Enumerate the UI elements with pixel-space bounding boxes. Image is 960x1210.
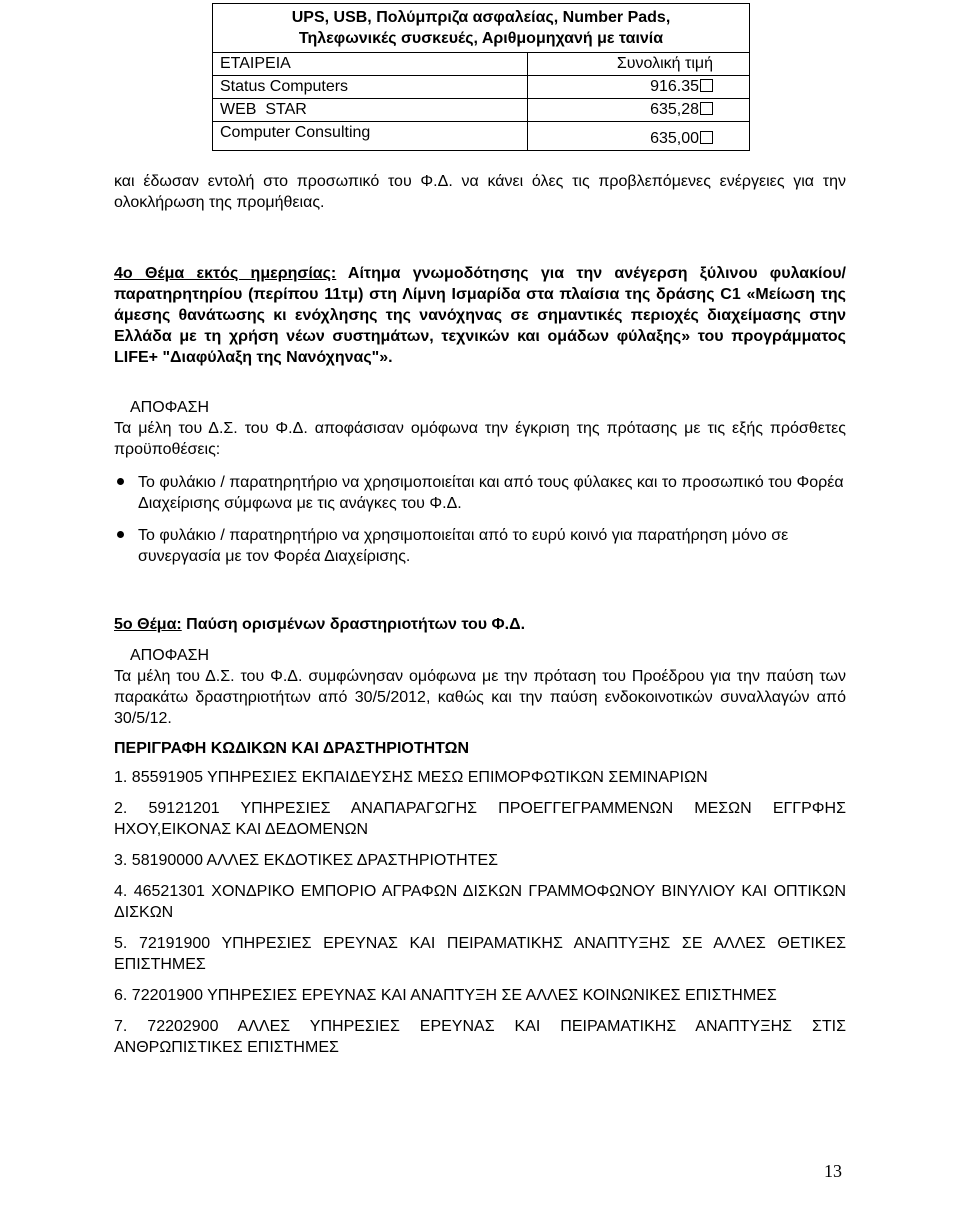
- amount-cell: [528, 99, 750, 122]
- topic-4-heading: [114, 263, 846, 368]
- table-title-line-2: Τηλεφωνικές συσκευές, Αριθμομηχανή με ταινία: [298, 30, 664, 47]
- topic-5-decision-text: Τα μέλη του Δ.Σ. του Φ.Δ. συμφώνησαν ομόφωνα με την πρόταση του Προέδρου για την παύση των παρακάτω δραστηριοτήτων από 30/5/2012, καθώς και την παύση ενδοκοινοτικών συναλλαγών από 30/5/12.: [114, 668, 846, 727]
- page-number: 13: [824, 1161, 842, 1181]
- topic-4-decision-title: ΑΠΟΦΑΣΗ: [130, 399, 210, 416]
- intro-paragraph: και έδωσαν εντολή στο προσωπικό του Φ.Δ. να κάνει όλες τις προβλεπόμενες ενέργειες για την ολοκλήρωση της προμήθειας.: [114, 173, 846, 211]
- list-item: 5. 72191900 ΥΠΗΡΕΣΙΕΣ ΕΡΕΥΝΑΣ ΚΑΙ ΠΕΙΡΑΜΑΤΙΚΗΣ ΑΝΑΠΤΥΞΗΣ ΣΕ ΑΛΛΕΣ ΘΕΤΙΚΕΣ ΕΠΙΣΤΗΜΕΣ: [114, 935, 846, 973]
- table-title-line-1: UPS, USB, Πολύμπριζα ασφαλείας, Number Pads,: [291, 9, 671, 26]
- topic-5-decision-title: ΑΠΟΦΑΣΗ: [130, 647, 210, 664]
- table-header-row: [213, 53, 750, 76]
- topic-5-heading: [114, 614, 846, 635]
- amount-value: 635,28: [650, 101, 699, 118]
- codes-list: [114, 767, 846, 1068]
- list-item: 3. 58190000 ΑΛΛΕΣ ΕΚΔΟΤΙΚΕΣ ΔΡΑΣΤΗΡΙΟΤΗΤΕΣ: [114, 852, 499, 869]
- table-row: [213, 122, 750, 151]
- company-cell: WEB STAR: [213, 99, 528, 122]
- bid-table: [212, 3, 750, 151]
- table-title-row: [213, 4, 750, 53]
- table-row: [213, 99, 750, 122]
- amount-cell: [528, 122, 750, 151]
- list-item: 7. 72202900 ΑΛΛΕΣ ΥΠΗΡΕΣΙΕΣ ΕΡΕΥΝΑΣ ΚΑΙ ΠΕΙΡΑΜΑΤΙΚΗΣ ΑΝΑΠΤΥΞΗΣ ΣΤΙΣ ΑΝΘΡΩΠΙΣΤΙΚΕΣ ΕΠΙΣΤΗΜΕΣ: [114, 1018, 846, 1056]
- topic-4-label: 4ο Θέμα εκτός ημερησίας:: [114, 265, 337, 282]
- amount-cell: [528, 76, 750, 99]
- codes-title: ΠΕΡΙΓΡΑΦΗ ΚΩΔΙΚΩΝ ΚΑΙ ΔΡΑΣΤΗΡΙΟΤΗΤΩΝ: [114, 740, 470, 757]
- amount-value: 635,00: [650, 130, 699, 147]
- missing-glyph-icon: [700, 102, 713, 115]
- list-item: Το φυλάκιο / παρατηρητήριο να χρησιμοποιείται από το ευρύ κοινό για παρατήρηση μόνο σε συνεργασία με τον Φορέα Διαχείρισης.: [114, 525, 846, 567]
- list-item: 6. 72201900 ΥΠΗΡΕΣΙΕΣ ΕΡΕΥΝΑΣ ΚΑΙ ΑΝΑΠΤΥΞΗ ΣΕ ΑΛΛΕΣ ΚΟΙΝΩΝΙΚΕΣ ΕΠΙΣΤΗΜΕΣ: [114, 987, 777, 1004]
- missing-glyph-icon: [700, 79, 713, 92]
- list-item: 4. 46521301 ΧΟΝΔΡΙΚΟ ΕΜΠΟΡΙΟ ΑΓΡΑΦΩΝ ΔΙΣΚΩΝ ΓΡΑΜΜΟΦΩΝΟΥ ΒΙΝΥΛΙΟΥ ΚΑΙ ΟΠΤΙΚΩΝ ΔΙΣΚΩΝ: [114, 883, 846, 921]
- table-row: [213, 76, 750, 99]
- topic-4-decision-text: Τα μέλη του Δ.Σ. του Φ.Δ. αποφάσισαν ομόφωνα την έγκριση της πρότασης με τις εξής πρόσθετες προϋποθέσεις:: [114, 420, 846, 458]
- list-item: 1. 85591905 ΥΠΗΡΕΣΙΕΣ ΕΚΠΑΙΔΕΥΣΗΣ ΜΕΣΩ ΕΠΙΜΟΡΦΩΤΙΚΩΝ ΣΕΜΙΝΑΡΙΩΝ: [114, 769, 708, 786]
- topic-4-text: Αίτημα γνωμοδότησης για την ανέγερση ξύλινου φυλακίου/παρατηρητηρίου (περίπου 11τμ) στη Λίμνη Ισμαρίδα στα πλαίσια της δράσης C1 «Μείωση της άμεσης θανάτωσης κι ενόχλησης της νανόχηνας σε σημαντικές περιοχές διαχείμασης στην Ελλάδα με τη χρήση νέων συστημάτων, τεχνικών και ομάδων φύλαξης» του προγράμματος LIFE+ "Διαφύλαξη της Νανόχηνας"».: [114, 265, 847, 366]
- company-cell: Status Computers: [213, 76, 528, 99]
- topic-5-label: 5ο Θέμα:: [114, 616, 182, 633]
- list-item: 2. 59121201 ΥΠΗΡΕΣΙΕΣ ΑΝΑΠΑΡΑΓΩΓΗΣ ΠΡΟΕΓΓΕΓΡΑΜΜΕΝΩΝ ΜΕΣΩΝ ΕΓΓΡΦΗΣ ΗΧΟΥ,ΕΙΚΟΝΑΣ ΚΑΙ ΔΕΔΟΜΕΝΩΝ: [114, 800, 846, 838]
- conditions-list: [114, 472, 846, 578]
- column-header-company: ΕΤΑΙΡΕΙΑ: [213, 53, 528, 76]
- missing-glyph-icon: [700, 131, 713, 144]
- column-header-total: Συνολική τιμή: [528, 53, 750, 76]
- company-cell: Computer Consulting: [213, 122, 528, 151]
- list-item: Το φυλάκιο / παρατηρητήριο να χρησιμοποιείται και από τους φύλακες και το προσωπικό του Φορέα Διαχείρισης σύμφωνα με τις ανάγκες του Φ.Δ.: [114, 472, 846, 514]
- topic-5-text: Παύση ορισμένων δραστηριοτήτων του Φ.Δ.: [181, 616, 526, 633]
- table-title: [213, 4, 750, 53]
- amount-value: 916.35: [650, 78, 699, 95]
